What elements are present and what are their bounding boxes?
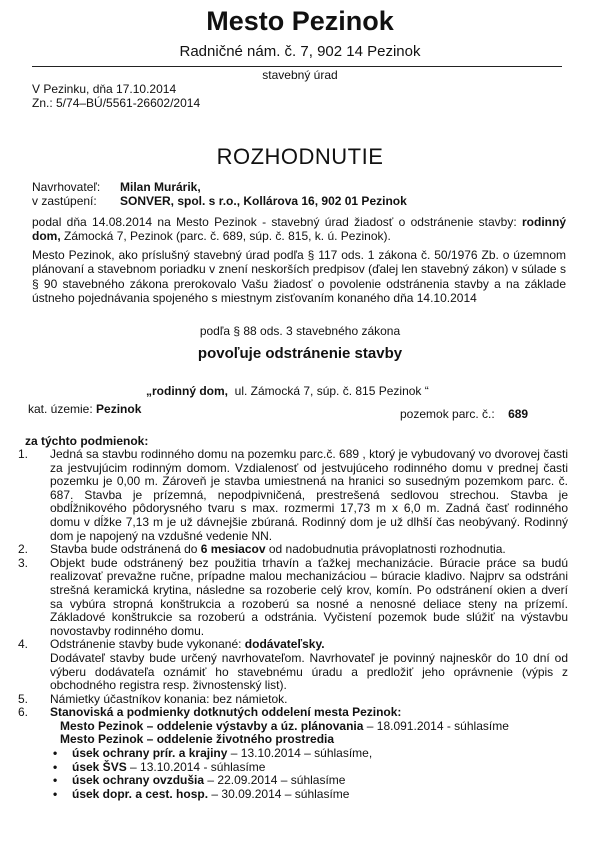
- cadastral-area: kat. územie: Pezinok: [28, 402, 142, 416]
- statute-reference: podľa § 88 ods. 3 stavebného zákona: [199, 324, 401, 338]
- opinion-bullet: • úsek ŠVS – 13.10.2014 - súhlasíme: [53, 759, 266, 774]
- applicant-name: Milan Murárik,: [120, 180, 201, 194]
- file-number: Zn.: 5/74–BÚ/5561-26602/2014: [32, 96, 201, 110]
- city-title: Mesto Pezinok: [206, 6, 394, 36]
- opinion-bullet: • úsek ochrany prír. a krajiny – 13.10.2014 – súhlasíme,: [53, 746, 373, 761]
- condition-item: 5. Námietky účastníkov konania: bez námietok.: [18, 691, 288, 706]
- city-address: Radničné nám. č. 7, 902 14 Pezinok: [179, 43, 421, 60]
- application-paragraph: podal dňa 14.08.2014 na Mesto Pezinok - stavebný úrad žiadosť o odstránenie stavby: rodinný dom, Zámocká 7, Pezinok (parc. č. 689, súp. č. 815, k. ú. Pezinok).: [32, 215, 566, 244]
- conditions-list: [18, 448, 568, 801]
- decision-statement: povoľuje odstránenie stavby: [197, 345, 403, 362]
- opinion-bullet: • úsek dopr. a cest. hosp. – 30.09.2014 – súhlasíme: [53, 786, 350, 801]
- representative-name: SONVER, spol. s r.o., Kollárova 16, 902 01 Pezinok: [120, 194, 407, 208]
- legal-basis-paragraph: Mesto Pezinok, ako príslušný stavebný úrad podľa § 117 ods. 1 zákona č. 50/1976 Zb. o územnom plánovaní a stavebnom poriadku v znení neskorších predpisov (ďalej len stavebný zákon) v súlade s § 90 stavebného zákona prerokovalo Vašu žiadosť o povolenie odstránenia stavby a na základe ústneho pojednávania spojeného s miestnym zisťovaním konaného dňa 14.10.2014: [32, 248, 566, 305]
- opinion-dept1: Mesto Pezinok – oddelenie výstavby a úz. plánovania – 18.091.2014 - súhlasíme: [60, 718, 509, 733]
- representative-label: v zastúpení:: [32, 194, 97, 208]
- header-divider: [32, 66, 562, 67]
- applicant-label: Navrhovateľ:: [32, 180, 101, 194]
- condition-item: 3. Objekt bude odstránený bez použitia trhavín a ťažkej mechanizácie. Búracie práce sa budú realizovať prevažne ručne, prípadne malou mechanizáciou – búracie kladivo. Najprv sa odstráni strešná keramická krytina, následne sa rozoberie celý krov, komín. Po odstránení okien a dverí sa vybúra stropná konštrukcia a rozoberú sa nosné a nenosné deliace steny na prízemí. Základové konštrukcie sa rozoberú a odstránia. Vyčistení pozemok bude slúžiť na výstavbu novostavby rodinného domu.: [18, 555, 568, 638]
- object-line: „rodinný dom, ul. Zámocká 7, súp. č. 815 Pezinok “: [146, 384, 429, 398]
- condition-item: 1. Jedná sa stavbu rodinného domu na pozemku parc.č. 689 , ktorý je vybudovaný vo dvorovej časti za jestvujúcim rodinným domom. Vzdialenosť od jestvujúceho rodinného domu v prednej časti pozemku je 0,00 m. Zároveň je stavba umiestnená na hranici so susedným pozemkom parc. č. 687. Stavba je prízemná, nepodpivničená, prestrešená sedlovou strechou. Stavba je obdĺžnikového pôdorysného tvaru s max. rozmermi 17,73 m x 6,0 m. Zadná časť rodinného domu v dĺžke 7,13 m je už dávnejšie zbúraná. Rodinný dom je už dlhší čas neobývaný. Rodinný dom je napojený na vzdušné vedenie NN.: [18, 447, 568, 543]
- office-name: stavebný úrad: [262, 68, 338, 82]
- condition-item: 6. Stanoviská a podmienky dotknutých oddelení mesta Pezinok: Mesto Pezinok – oddelenie výstavby a úz. plánovania – 18.091.2014 - súhlasíme Mesto Pezinok – oddelenie životného prostredia • úsek ochrany prír. a krajiny – 13.10.2014 – súhlasíme, • úsek ŠVS – 13.10.2014 - súhlasíme • úsek ochrany ovzdušia – 22.09.2014 – súhlasíme • úsek dopr. a cest. hosp. – 30.09.2014 – súhlasíme: [18, 706, 568, 801]
- condition-item: 4. Odstránenie stavby bude vykonané: dodávateľsky. Dodávateľ stavby bude určený navrhovateľom. Navrhovateľ je povinný najneskôr do 10 dní od výberu dodávateľa oznámiť ho stavebnému úradu a predložiť jeho oprávnenie (výpis z obchodného registra resp. živnostenský list).: [18, 637, 568, 693]
- opinion-dept2: Mesto Pezinok – oddelenie životného prostredia: [60, 732, 335, 747]
- document-title: ROZHODNUTIE: [216, 144, 384, 169]
- condition-item: 2. Stavba bude odstránená do 6 mesiacov od nadobudnutia právoplatnosti rozhodnutia.: [18, 542, 506, 557]
- opinion-bullet: • úsek ochrany ovzdušia – 22.09.2014 – súhlasíme: [53, 773, 346, 788]
- place-date: V Pezinku, dňa 17.10.2014: [32, 82, 177, 96]
- conditions-heading: za týchto podmienok:: [25, 434, 149, 448]
- parcel-number: pozemok parc. č.: 689: [400, 407, 529, 421]
